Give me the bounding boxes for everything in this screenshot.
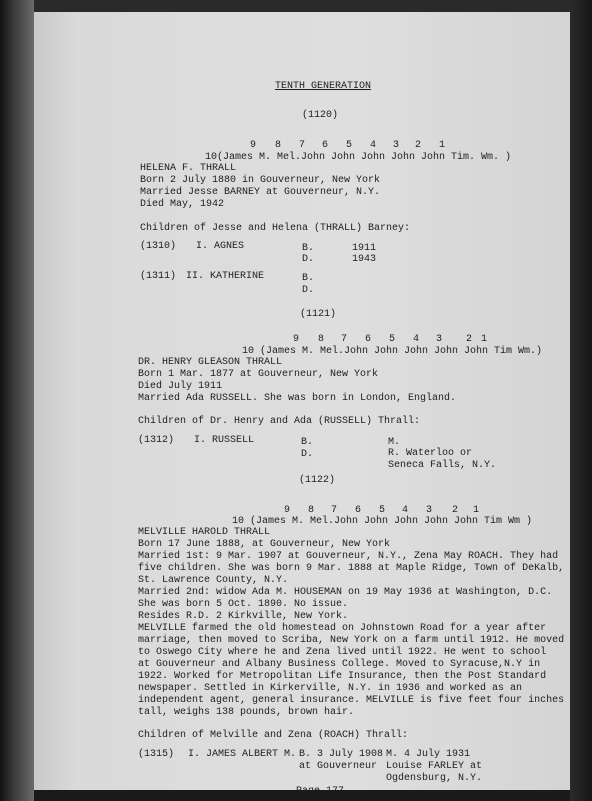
marriage-label: M.: [388, 437, 401, 448]
lineage-number: 5: [346, 140, 353, 151]
record-line: MELVILLE farmed the old homestead on Johnstown Road for a year after: [138, 623, 547, 634]
lineage-number: 2: [452, 505, 459, 516]
lineage-number: 6: [355, 505, 362, 516]
lineage-line: 10 (James M. Mel.John John John John John Tim Wm ): [232, 516, 533, 527]
scan-right-edge: [570, 0, 592, 801]
person-name: MELVILLE HAROLD THRALL: [138, 527, 271, 538]
record-line: Died May, 1942: [140, 199, 225, 210]
child-id: (1311): [140, 271, 177, 282]
record-line: marriage, then moved to Scriba, New York on a farm until 1912. He moved: [138, 635, 565, 646]
record-line: Born 2 July 1880 in Gouverneur, New York: [140, 175, 381, 186]
record-line: Born 17 June 1888, at Gouverneur, New York: [138, 539, 391, 550]
marriage-detail: Louise FARLEY at: [386, 761, 483, 772]
lineage-number: 9: [293, 334, 300, 345]
lineage-number: 3: [393, 140, 400, 151]
lineage-number: 9: [284, 505, 291, 516]
birth-label: B.: [302, 273, 315, 284]
record-line: Married Jesse BARNEY at Gouverneur, N.Y.: [140, 187, 381, 198]
lineage-number: 2: [415, 140, 422, 151]
lineage-number: 7: [341, 334, 348, 345]
lineage-number: 4: [370, 140, 377, 151]
death-value: 1943: [352, 254, 377, 265]
record-line: tall, weighs 138 pounds, brown hair.: [138, 707, 355, 718]
lineage-number: 6: [322, 140, 329, 151]
marriage-detail: M. 4 July 1931: [386, 749, 471, 760]
document-page: [34, 12, 570, 797]
marriage-detail: Seneca Falls, N.Y.: [388, 460, 497, 471]
page-number: Page 177: [296, 786, 345, 797]
record-line: She was born 5 Oct. 1890. No issue.: [138, 599, 349, 610]
birth-detail: at Gouverneur: [299, 761, 378, 772]
lineage-number: 8: [318, 334, 325, 345]
record-line: at Gouverneur and Albany Business College. Moved to Syracuse,N.Y in: [138, 659, 541, 670]
lineage-number: 1: [473, 505, 480, 516]
lineage-number: 7: [331, 505, 338, 516]
entry-number: (1121): [300, 309, 337, 320]
lineage-line: 10 (James M. Mel.John John John John John Tim Wm.): [242, 346, 543, 357]
entry-number: (1122): [299, 475, 336, 486]
entry-number: (1120): [302, 110, 339, 121]
page-title: TENTH GENERATION: [275, 81, 372, 92]
lineage-number: 5: [389, 334, 396, 345]
record-line: to Oswego City where he and Zena lived until 1922. He went to school: [138, 647, 547, 658]
record-line: independent agent, general insurance. MELVILLE is five feet four inches: [138, 695, 565, 706]
lineage-number: 9: [250, 140, 257, 151]
child-name: II. KATHERINE: [186, 271, 265, 282]
lineage-number: 3: [436, 334, 443, 345]
record-line: Born 1 Mar. 1877 at Gouverneur, New York: [138, 369, 379, 380]
birth-value: 1911: [352, 243, 377, 254]
lineage-number: 4: [402, 505, 409, 516]
children-heading: Children of Melville and Zena (ROACH) Thrall:: [138, 730, 409, 741]
record-line: Married Ada RUSSELL. She was born in London, England.: [138, 393, 457, 404]
child-id: (1312): [138, 435, 175, 446]
lineage-number: 3: [426, 505, 433, 516]
death-label: D.: [302, 285, 315, 296]
lineage-number: 4: [413, 334, 420, 345]
person-name: HELENA F. THRALL: [140, 163, 237, 174]
record-line: Died July 1911: [138, 381, 223, 392]
birth-label: B.: [302, 243, 315, 254]
person-name: DR. HENRY GLEASON THRALL: [138, 357, 283, 368]
lineage-number: 5: [379, 505, 386, 516]
lineage-number: 7: [299, 140, 306, 151]
record-line: newspaper. Settled in Kirkerville, N.Y. in 1936 and worked as an: [138, 683, 523, 694]
birth-detail: B. 3 July 1908: [299, 749, 384, 760]
child-name: I. AGNES: [196, 241, 245, 252]
record-line: St. Lawrence County, N.Y.: [138, 575, 289, 586]
lineage-number: 6: [365, 334, 372, 345]
child-id: (1315): [138, 749, 175, 760]
lineage-number: 8: [308, 505, 315, 516]
children-heading: Children of Dr. Henry and Ada (RUSSELL) Thrall:: [138, 416, 421, 427]
lineage-number: 1: [439, 140, 446, 151]
birth-label: B.: [301, 437, 314, 448]
child-name: I. RUSSELL: [194, 435, 255, 446]
marriage-detail: Ogdensburg, N.Y.: [386, 773, 483, 784]
death-label: D.: [301, 449, 314, 460]
lineage-number: 8: [275, 140, 282, 151]
lineage-number: 2: [466, 334, 473, 345]
children-heading: Children of Jesse and Helena (THRALL) Barney:: [140, 223, 411, 234]
scan-left-shadow: [0, 0, 34, 801]
child-id: (1310): [140, 241, 177, 252]
record-line: 1922. Worked for Metropolitan Life Insurance, then the Post Standard: [138, 671, 547, 682]
lineage-line: 10(James M. Mel.John John John John John Tim. Wm. ): [205, 152, 512, 163]
record-line: Married 1st: 9 Mar. 1907 at Gouverneur, N.Y., Zena May ROACH. They had: [138, 551, 559, 562]
lineage-number: 1: [481, 334, 488, 345]
child-name: I. JAMES ALBERT M.: [188, 749, 297, 760]
death-label: D.: [302, 254, 315, 265]
record-line: five children. She was born 9 Mar. 1888 at Maple Ridge, Town of DeKalb,: [138, 563, 565, 574]
marriage-detail: R. Waterloo or: [388, 448, 473, 459]
record-line: Married 2nd: widow Ada M. HOUSEMAN on 19 May 1936 at Washington, D.C.: [138, 587, 553, 598]
record-line: Resides R.D. 2 Kirkville, New York.: [138, 611, 349, 622]
